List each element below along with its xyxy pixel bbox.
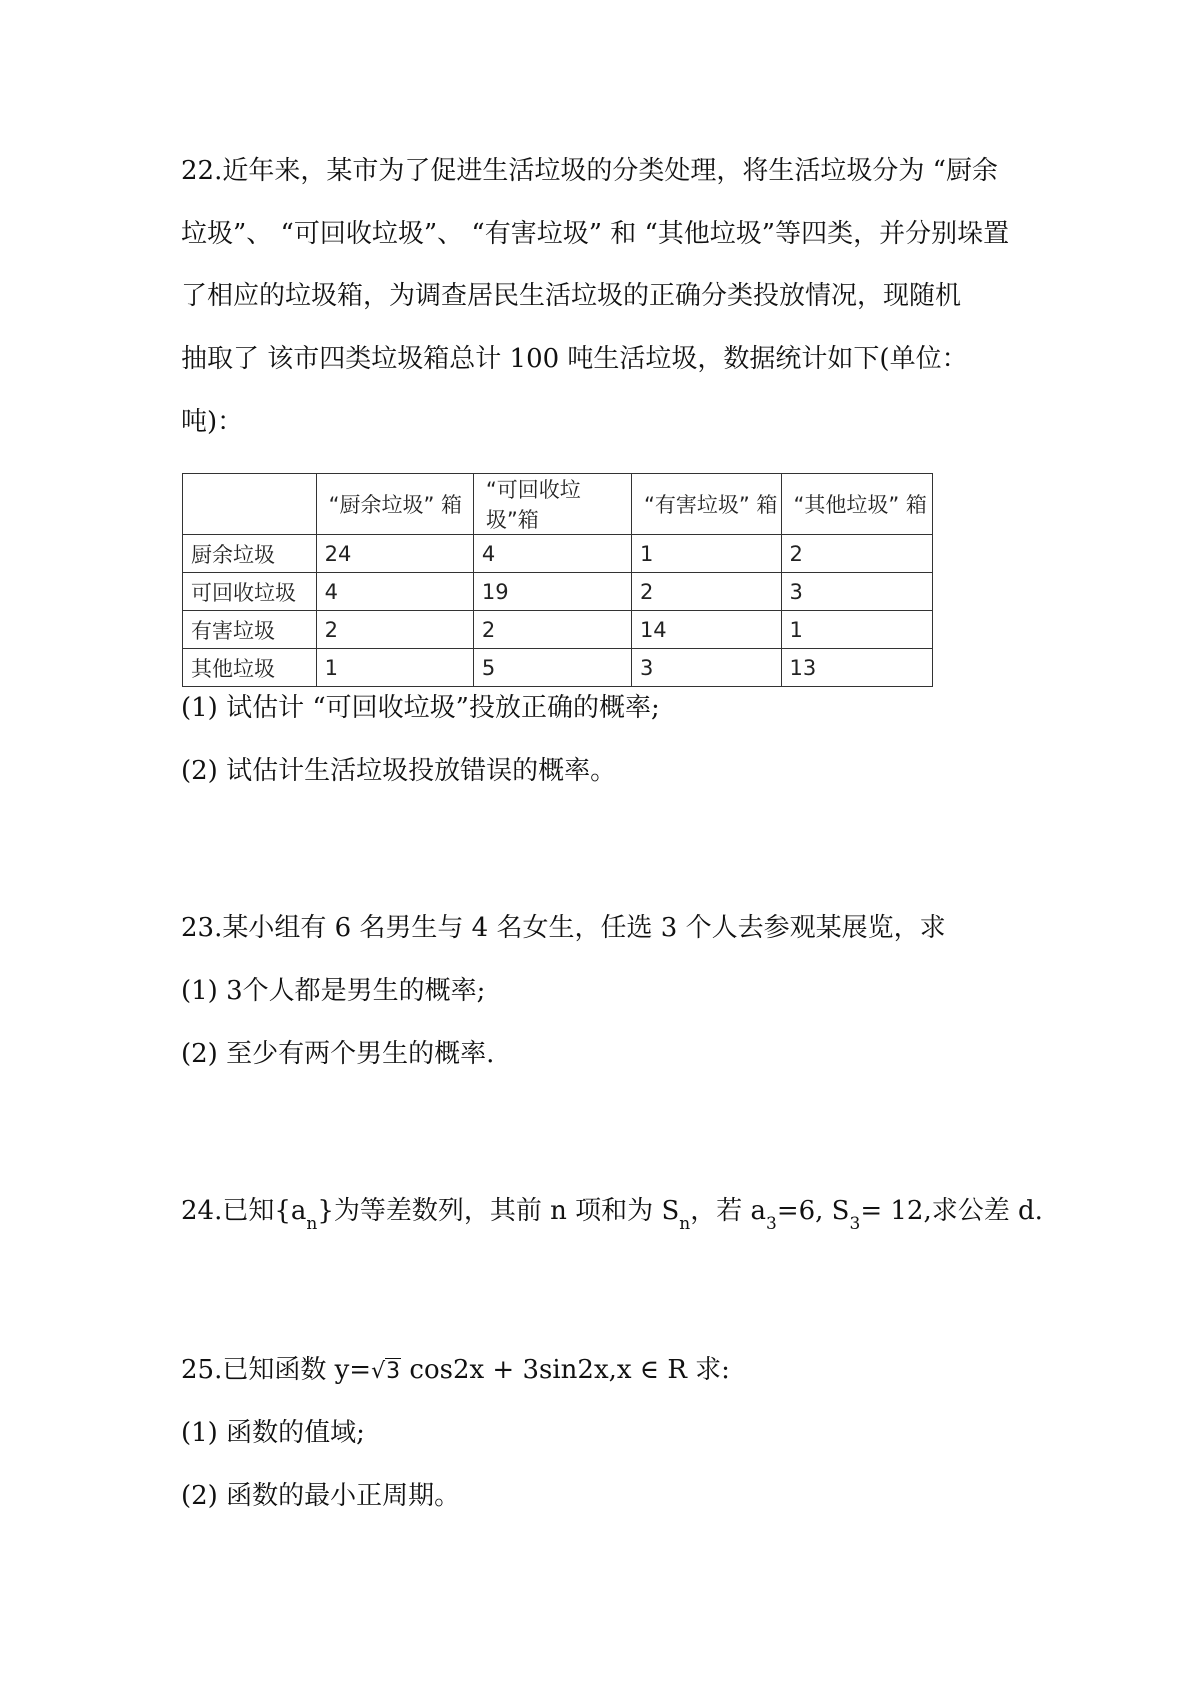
table-cell: 5 [473,649,631,687]
table-cell: 24 [316,535,473,573]
q24-subscript: n [679,1214,691,1234]
q22-part-1: (1) 试估计 “可回收垃圾”投放正确的概率; [181,693,660,723]
q22-stem-line-2: 垃圾”、 “可回收垃圾”、 “有害垃圾” 和 “其他垃圾”等四类，并分别垛置 [181,219,1010,249]
table-cell: 3 [631,649,781,687]
q25-text-prefix: 25.已知函数 y= [181,1355,372,1385]
table-cell: 2 [781,535,933,573]
table-row [183,573,933,611]
q23-stem: 23.某小组有 6 名男生与 4 名女生，任选 3 个人去参观某展览，求 [181,913,946,943]
q24-text: ，若 a [690,1196,766,1226]
table-row [183,535,933,573]
q24-subscript: n [306,1214,318,1234]
table-cell: 19 [473,573,631,611]
table-header-cell: “厨余垃圾” 箱 [316,474,473,535]
row-label: 可回收垃圾 [183,573,317,611]
table-row [183,611,933,649]
q22-stem-line-3: 了相应的垃圾箱，为调查居民生活垃圾的正确分类投放情况，现随机 [181,281,962,311]
garbage-data-table [182,473,933,687]
q25-part-1: (1) 函数的值域; [181,1418,365,1448]
q22-stem-line-1: 22.近年来，某市为了促进生活垃圾的分类处理，将生活垃圾分为 “厨余 [181,156,998,186]
table-cell: 4 [473,535,631,573]
table-cell: 2 [316,611,473,649]
table-header-cell: “其他垃圾” 箱 [781,474,933,535]
table-cell: 1 [316,649,473,687]
table-header-cell: “可回收垃圾”箱 [473,474,631,535]
q25-text-suffix: cos2x + 3sin2x,x ∈ R 求: [409,1355,730,1385]
q24-text-suffix: = 12,求公差 d. [860,1196,1043,1226]
q22-stem-line-4: 抽取了 该市四类垃圾箱总计 100 吨生活垃圾，数据统计如下(单位： [181,344,968,374]
q24-text-prefix: 24.已知{a [181,1196,307,1226]
q24-stem [181,1195,1043,1234]
sqrt-radicand: 3 [386,1359,401,1384]
row-label: 厨余垃圾 [183,535,317,573]
q23-part-1: (1) 3个人都是男生的概率; [181,976,486,1006]
q24-text: }为等差数列，其前 n 项和为 S [317,1196,680,1226]
q24-subscript: 3 [766,1214,777,1234]
q22-part-2: (2) 试估计生活垃圾投放错误的概率。 [181,756,617,786]
q24-text: =6, S [776,1196,850,1226]
table-row [183,649,933,687]
q24-subscript: 3 [849,1214,861,1234]
table-cell: 13 [781,649,933,687]
q25-part-2: (2) 函数的最小正周期。 [181,1481,461,1511]
q25-stem [181,1354,730,1388]
table-header-cell [183,474,317,535]
q22-stem-line-5: 吨)： [181,407,244,437]
table-cell: 14 [631,611,781,649]
row-label: 有害垃圾 [183,611,317,649]
row-label: 其他垃圾 [183,649,317,687]
table-cell: 1 [781,611,933,649]
square-root-icon: √3 [371,1359,401,1384]
table-cell: 2 [631,573,781,611]
table-cell: 4 [316,573,473,611]
q23-part-2: (2) 至少有两个男生的概率. [181,1039,495,1069]
table-header-cell: “有害垃圾” 箱 [631,474,781,535]
table-header-row [183,474,933,535]
table-cell: 1 [631,535,781,573]
table-cell: 3 [781,573,933,611]
table-cell: 2 [473,611,631,649]
